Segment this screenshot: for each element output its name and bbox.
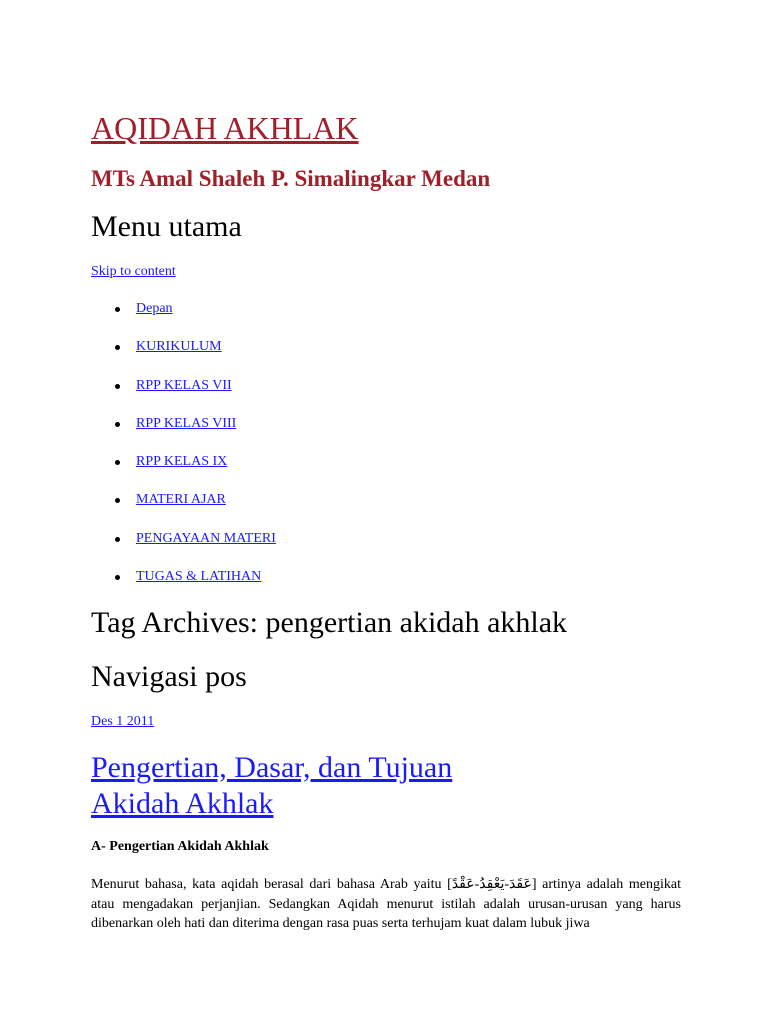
menu-link-pengayaan-materi[interactable]: PENGAYAAN MATERI: [136, 530, 276, 546]
post-title-link[interactable]: Pengertian, Dasar, dan Tujuan Akidah Akhlak: [91, 751, 453, 820]
menu-item-tugas-latihan: [91, 568, 276, 606]
menu-link-materi-ajar[interactable]: MATERI AJAR: [136, 492, 226, 508]
menu-item-rpp-kelas-viii: [91, 415, 276, 453]
skip-to-content-link[interactable]: Skip to content: [91, 264, 176, 279]
section-heading: A- Pengertian Akidah Akhlak: [91, 839, 269, 854]
post-navigation-heading: Navigasi pos: [91, 660, 247, 693]
menu-item-pengayaan-materi: [91, 530, 276, 568]
menu-link-rpp-kelas-ix[interactable]: RPP KELAS IX: [136, 454, 228, 470]
post-body-text: Menurut bahasa, kata aqidah berasal dari bahasa Arab yaitu [عَقَدَ-يَعْقِدُ-عَقْدً] artinya adalah mengikat atau mengadakan perjanjian. Sedangkan Aqidah menurut istilah adalah urusan-urusan yang harus dibenarkan oleh hati dan diterima dengan rasa puas serta terhujam kuat dalam lubuk jiwa: [91, 877, 681, 931]
post-title: [91, 750, 521, 822]
main-menu: [91, 300, 276, 606]
archive-heading: Tag Archives: pengertian akidah akhlak: [91, 606, 568, 639]
menu-link-depan[interactable]: Depan: [136, 301, 173, 316]
menu-heading: Menu utama: [91, 210, 242, 243]
post-date-link[interactable]: Des 1 2011: [91, 714, 155, 729]
menu-link-tugas-latihan[interactable]: TUGAS & LATIHAN: [136, 569, 262, 585]
site-description: MTs Amal Shaleh P. Simalingkar Medan: [91, 166, 491, 191]
menu-link-kurikulum[interactable]: KURIKULUM: [136, 339, 222, 355]
site-title[interactable]: AQIDAH AKHLAK: [91, 110, 359, 146]
menu-item-rpp-kelas-vii: [91, 377, 276, 415]
menu-link-rpp-kelas-vii[interactable]: RPP KELAS VII: [136, 377, 232, 393]
menu-item-kurikulum: [91, 338, 276, 376]
menu-link-rpp-kelas-viii[interactable]: RPP KELAS VIII: [136, 415, 237, 431]
menu-item-depan: [91, 300, 276, 338]
menu-item-rpp-kelas-ix: [91, 453, 276, 491]
menu-item-materi-ajar: [91, 491, 276, 529]
